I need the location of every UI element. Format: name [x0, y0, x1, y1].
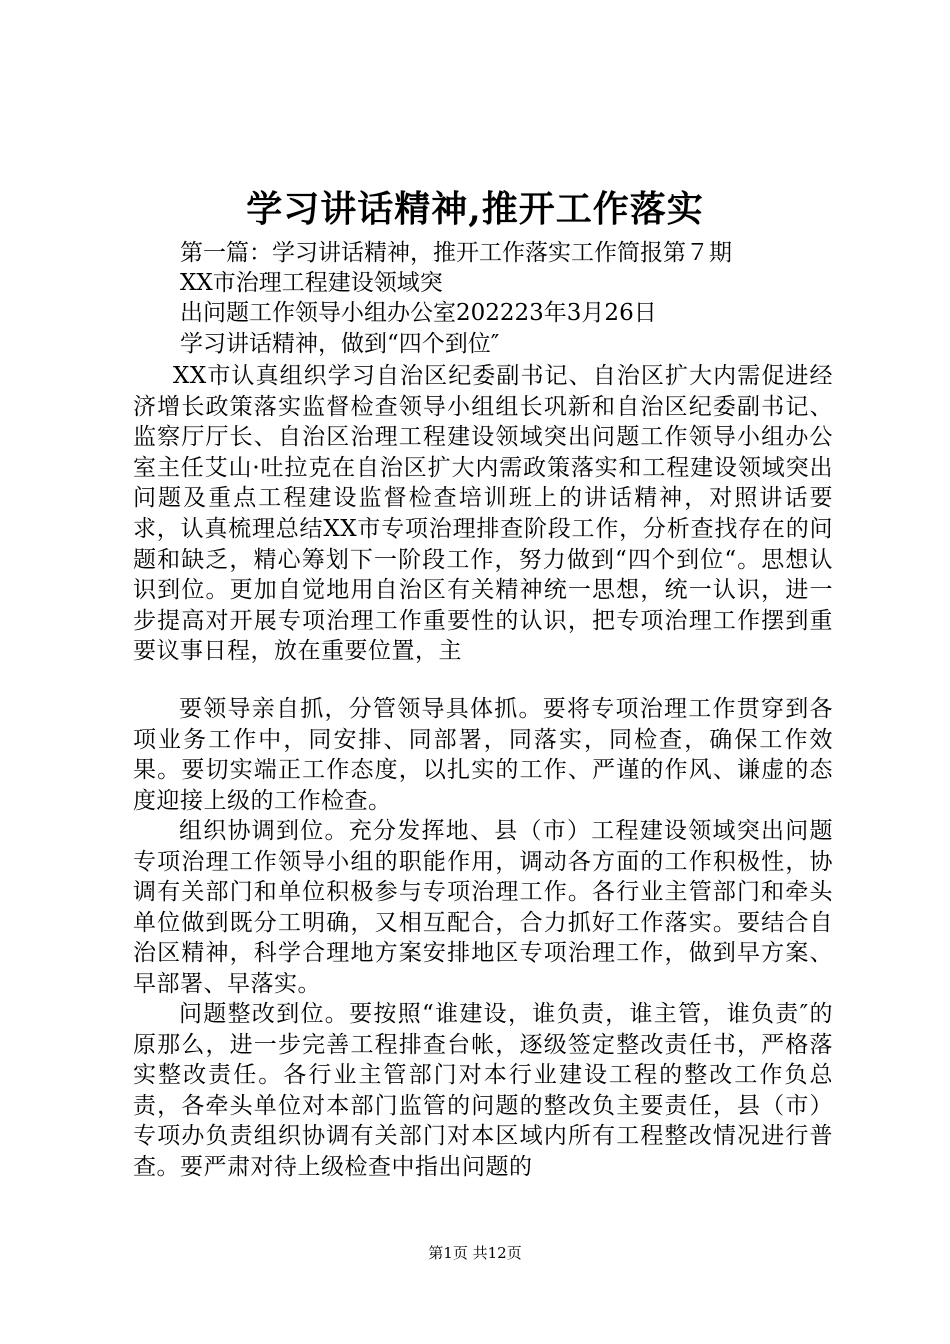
document-title: 学习讲话精神,推开工作落实: [246, 188, 704, 230]
body-text: [133, 999, 833, 1183]
subtitle-line: XX市治理工程建设领域突: [180, 270, 443, 296]
body-text: [133, 816, 833, 1000]
subtitle-line: 第一篇：学习讲话精神，推开工作落实工作简报第７期: [180, 240, 732, 266]
paragraph: 组织协调到位。充分发挥地、县（市）工程建设领域突出问题专项治理工作领导小组的职能作用，调动各方面的工作积极性，协调有关部门和单位积极参与专项治理工作。各行业主管部门和牵头单位做到既分工明确，又相互配合，合力抓好工作落实。要结合自治区精神，科学合理地方案安排地区专项治理工作，做到早方案、早部署、早落实。: [133, 818, 833, 997]
paragraph: XX市认真组织学习自治区纪委副书记、自治区扩大内需促进经济增长政策落实监督检查领导小组组长巩新和自治区纪委副书记、监察厅厅长、自治区治理工程建设领域突出问题工作领导小组办公室主任艾山·吐拉克在自治区扩大内需政策落实和工程建设领域突出问题及重点工程建设监督检查培训班上的讲话精神，对照讲话要求，认真梳理总结XX市专项治理排查阶段工作，分析查找存在的问题和缺乏，精心筹划下一阶段工作，努力做到“四个到位“。思想认识到位。更加自觉地用自治区有关精神统一思想，统一认识，进一步提高对开展专项治理工作重要性的认识，把专项治理工作摆到重要议事日程，放在重要位置，主: [133, 363, 833, 665]
subtitle-line: 出问题工作领导小组办公室202223年3月26日: [180, 300, 657, 326]
paragraph: 要领导亲自抓，分管领导具体抓。要将专项治理工作贯穿到各项业务工作中，同安排、同部署，同落实，同检查，确保工作效果。要切实端正工作态度，以扎实的工作、严谨的作风、谦虚的态度迎接上级的工作检查。: [133, 696, 833, 814]
page-number-footer: 第1页 共12页: [428, 1244, 522, 1262]
body-text: [133, 361, 833, 667]
subtitle-line: 学习讲话精神，做到“四个到位″: [180, 331, 500, 357]
paragraph: 问题整改到位。要按照“谁建设，谁负责，谁主管，谁负责″的原那么，进一步完善工程排查台帐，逐级签定整改责任书，严格落实整改责任。各行业主管部门对本行业建设工程的整改工作负总责，各牵头单位对本部门监管的问题的整改负主要责任，县（市）专项办负责组织协调有关部门对本区域内所有工程整改情况进行普查。要严肃对待上级检查中指出问题的: [133, 1001, 833, 1180]
body-text: [133, 694, 833, 816]
